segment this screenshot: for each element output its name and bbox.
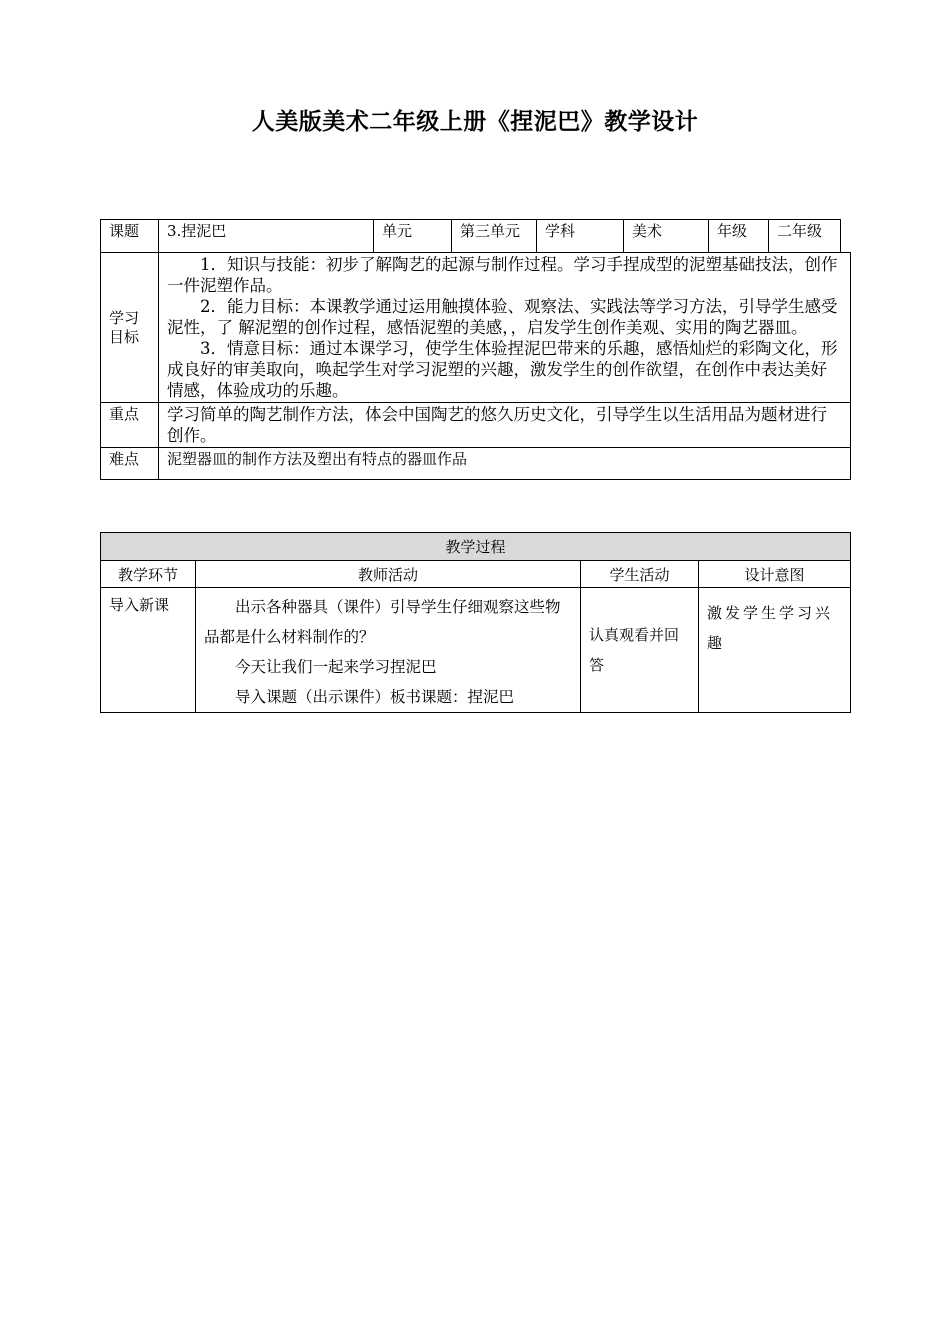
subject-label: 学科	[537, 220, 624, 253]
grade-label: 年级	[709, 220, 769, 253]
document-title: 人美版美术二年级上册《捏泥巴》教学设计	[251, 109, 699, 135]
teacher-activity-cell	[196, 588, 581, 713]
difficulty-row	[101, 448, 851, 480]
info-row-1	[101, 220, 851, 253]
teaching-process-table	[100, 532, 851, 713]
unit-value: 第三单元	[452, 220, 537, 253]
column-stage: 教学环节	[101, 561, 196, 588]
blank-corner	[841, 220, 851, 253]
teacher-activity-line-1: 出示各种器具（课件）引导学生仔细观察这些物品都是什么材料制作的？	[204, 598, 561, 646]
grade-value: 二年级	[769, 220, 841, 253]
goal-ability: 2．能力目标：本课教学通过运用触摸体验、观察法、实践法等学习方法，引导学生感受泥性，了 解泥塑的创作过程，感悟泥塑的美感，，启发学生创作美观、实用的陶艺器皿。	[167, 297, 838, 337]
lesson-value: 3.捏泥巴	[159, 220, 374, 253]
lesson-label: 课题	[101, 220, 159, 253]
teacher-activity-line-2: 今天让我们一起来学习捏泥巴	[235, 658, 437, 676]
difficulty-label: 难点	[101, 448, 159, 480]
goal-emotion: 3．情意目标：通过本课学习，使学生体验捏泥巴带来的乐趣，感悟灿烂的彩陶文化，形成良好的审美取向，唤起学生对学习泥塑的兴趣，激发学生的创作欲望，在创作中表达美好情感，体验成功的乐趣。	[167, 339, 838, 400]
goals-label-line-1: 学习	[109, 308, 140, 327]
difficulty-value: 泥塑器皿的制作方法及塑出有特点的器皿作品	[159, 448, 851, 480]
column-teacher: 教师活动	[196, 561, 581, 588]
column-student: 学生活动	[581, 561, 699, 588]
goals-row	[101, 253, 851, 403]
column-intent: 设计意图	[699, 561, 851, 588]
key-point-row	[101, 403, 851, 448]
lesson-info-table	[100, 219, 851, 480]
goals-label	[101, 253, 159, 403]
teacher-activity-line-3: 导入课题（出示课件）板书课题：捏泥巴	[235, 688, 515, 706]
subject-value: 美术	[624, 220, 709, 253]
stage-cell: 导入新课	[101, 588, 196, 713]
process-header-row	[101, 533, 851, 561]
unit-label: 单元	[374, 220, 452, 253]
process-header: 教学过程	[101, 533, 851, 561]
goal-knowledge: 1．知识与技能：初步了解陶艺的起源与制作过程。学习手捏成型的泥塑基础技法，创作一件泥塑作品。	[167, 255, 838, 295]
design-intent-cell: 激发学生学习兴趣	[699, 588, 851, 713]
student-activity-cell: 认真观看并回答	[581, 588, 699, 713]
key-point-value: 学习简单的陶艺制作方法，体会中国陶艺的悠久历史文化，引导学生以生活用品为题材进行创作。	[159, 403, 851, 448]
process-column-row	[101, 561, 851, 588]
goals-label-line-2: 目标	[109, 327, 140, 346]
process-row-intro	[101, 588, 851, 713]
key-point-label: 重点	[101, 403, 159, 448]
goals-content	[159, 253, 851, 403]
